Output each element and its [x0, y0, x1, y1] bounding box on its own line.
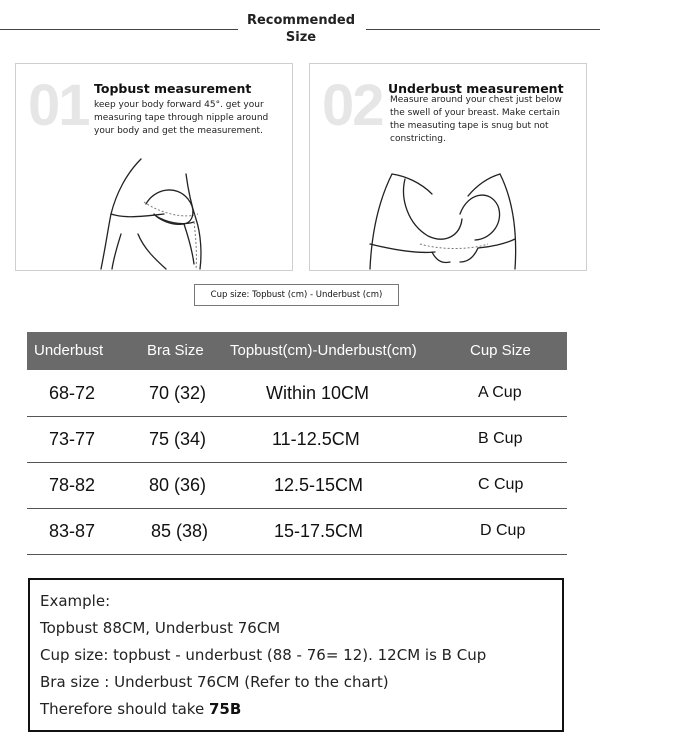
- example-bra-size: Bra size : Underbust 76CM (Refer to the chart): [40, 673, 389, 691]
- cell-underbust: 83-87: [49, 521, 96, 541]
- panel-title: Underbust measurement: [388, 81, 564, 96]
- example-conclusion: [40, 696, 552, 723]
- step-number: 02: [322, 73, 383, 138]
- cell-underbust: 68-72: [49, 383, 96, 403]
- cell-difference: Within 10CM: [266, 383, 370, 403]
- page-title-line1: Recommended: [246, 13, 356, 28]
- underbust-illustration: [310, 64, 586, 270]
- cell-difference: 12.5-15CM: [274, 475, 364, 495]
- example-cup-calculation: Cup size: topbust - underbust (88 - 76= 12). 12CM is B Cup: [40, 646, 487, 664]
- table-row: [27, 416, 567, 463]
- table-row: [27, 462, 567, 509]
- example-box: [28, 578, 564, 732]
- cell-difference: 15-17.5CM: [274, 521, 364, 541]
- column-header-bra-size: Bra Size: [147, 342, 204, 359]
- cell-underbust: 78-82: [49, 475, 96, 495]
- page-title-line2: Size: [285, 30, 317, 45]
- panel-description: keep your body forward 45°. get your measuring tape through nipple around your body and get the measurement.: [94, 100, 269, 136]
- page-title: [240, 12, 362, 46]
- panel-description: Measure around your chest just below the swell of your breast. Make certain the measuting tape is snug but not constricting.: [390, 95, 562, 144]
- example-conclusion-text: Therefore should take: [40, 700, 209, 718]
- cell-bra-size: 85 (38): [151, 521, 209, 541]
- cell-bra-size: 75 (34): [149, 429, 207, 449]
- cell-cup-size: A Cup: [478, 384, 522, 401]
- underbust-panel: [309, 63, 587, 271]
- topbust-panel: [15, 63, 293, 271]
- panel-title: Topbust measurement: [94, 81, 252, 96]
- example-heading: Example:: [40, 592, 111, 610]
- cell-cup-size: B Cup: [478, 430, 523, 447]
- step-number: 01: [28, 73, 89, 138]
- cup-size-formula-caption: Cup size: Topbust (cm) - Underbust (cm): [194, 284, 399, 306]
- cell-bra-size: 80 (36): [149, 475, 207, 495]
- column-header-underbust: Underbust: [34, 342, 104, 359]
- size-table-header: [27, 332, 567, 370]
- header-rule-right: [366, 29, 600, 30]
- example-measurements: Topbust 88CM, Underbust 76CM: [40, 619, 281, 637]
- cell-difference: 11-12.5CM: [272, 429, 360, 449]
- cell-cup-size: C Cup: [478, 476, 524, 493]
- topbust-illustration: [16, 64, 292, 270]
- cell-underbust: 73-77: [49, 429, 96, 449]
- header-rule-left: [0, 29, 238, 30]
- column-header-difference: Topbust(cm)-Underbust(cm): [230, 342, 417, 359]
- cell-cup-size: D Cup: [480, 522, 526, 539]
- table-row: [27, 508, 567, 555]
- cell-bra-size: 70 (32): [149, 383, 207, 403]
- example-result-size: 75B: [208, 700, 242, 718]
- column-header-cup-size: Cup Size: [470, 342, 531, 359]
- table-row: [27, 370, 567, 417]
